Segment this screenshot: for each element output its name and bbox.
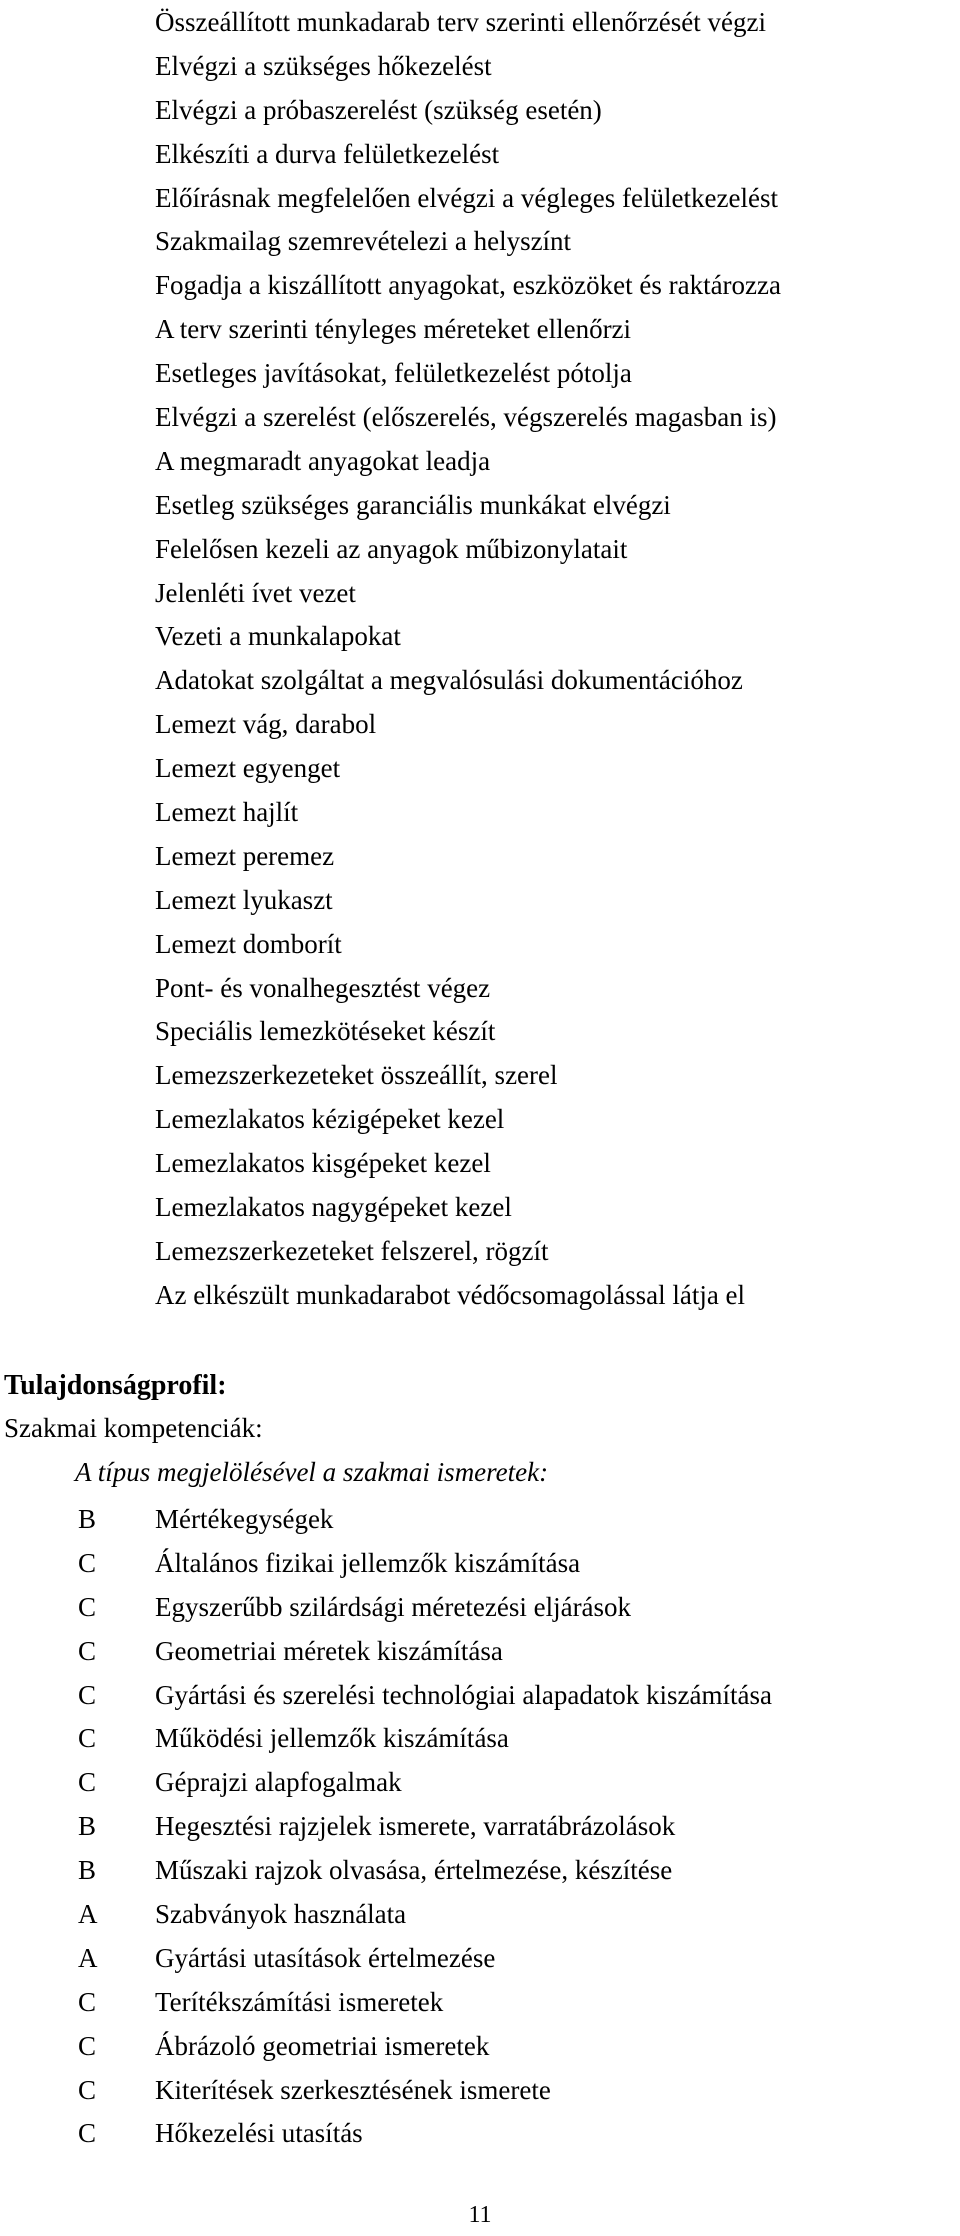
competency-text: Szabványok használata <box>155 1899 407 1930</box>
task-item: Elkészíti a durva felületkezelést <box>155 138 500 169</box>
task-item: Felelősen kezeli az anyagok műbizonylatait <box>155 533 628 564</box>
competency-level: C <box>78 2030 97 2061</box>
profile-title: Tulajdonságprofil: <box>4 1370 227 1401</box>
task-item: Elvégzi a szerelést (előszerelés, végszerelés magasban is) <box>155 402 777 433</box>
competency-level: C <box>78 2118 97 2149</box>
task-item: Lemezt vág, darabol <box>155 709 377 740</box>
competency-text: Hőkezelési utasítás <box>155 2118 363 2149</box>
competency-level: A <box>78 1942 98 1973</box>
competency-level: A <box>78 1899 98 1930</box>
task-item: Speciális lemezkötéseket készít <box>155 1016 496 1047</box>
task-item: Lemezt egyenget <box>155 753 341 784</box>
competency-row <box>0 1718 960 1762</box>
competency-text: Hegesztési rajzjelek ismerete, varratábrázolások <box>155 1811 676 1842</box>
task-item: Összeállított munkadarab terv szerinti ellenőrzését végzi <box>155 7 767 37</box>
competency-text: Geometriai méretek kiszámítása <box>155 1635 503 1666</box>
task-item: Elvégzi a próbaszerelést (szükség esetén) <box>155 94 602 125</box>
competency-row <box>0 1587 960 1631</box>
competency-row <box>0 2070 960 2114</box>
competency-level: C <box>78 1679 97 1710</box>
competency-text: Kiterítések szerkesztésének ismerete <box>155 2074 551 2105</box>
competency-text: Általános fizikai jellemzők kiszámítása <box>155 1547 581 1578</box>
profile-subtitle: Szakmai kompetenciák: <box>4 1413 263 1443</box>
property-profile-section <box>0 1367 960 2157</box>
competency-text: Mértékegységek <box>155 1504 334 1534</box>
competency-level: C <box>78 1635 97 1666</box>
profile-note: A típus megjelölésével a szakmai ismeretek: <box>75 1457 549 1487</box>
competency-text: Egyszerűbb szilárdsági méretezési eljárások <box>155 1591 632 1622</box>
task-item: Jelenléti ívet vezet <box>155 577 356 608</box>
competency-row <box>0 2113 960 2157</box>
competency-text: Ábrázoló geometriai ismeretek <box>155 2030 490 2061</box>
task-item: Lemezlakatos kisgépeket kezel <box>155 1148 491 1179</box>
competency-text: Működési jellemzők kiszámítása <box>155 1723 509 1754</box>
competency-level: C <box>78 1767 97 1798</box>
competency-row <box>0 1982 960 2026</box>
task-item: Lemezt hajlít <box>155 797 299 828</box>
competency-level: C <box>78 2074 97 2105</box>
task-item: Esetleg szükséges garanciális munkákat elvégzi <box>155 489 671 520</box>
task-item: Elvégzi a szükséges hőkezelést <box>155 50 492 81</box>
competency-row <box>0 1762 960 1806</box>
competency-text: Műszaki rajzok olvasása, értelmezése, készítése <box>155 1855 673 1886</box>
competency-text: Gyártási és szerelési technológiai alapadatok kiszámítása <box>155 1679 773 1710</box>
task-item: Fogadja a kiszállított anyagokat, eszközöket és raktározza <box>155 270 781 301</box>
competency-level: C <box>78 1591 97 1622</box>
competency-list <box>0 1499 960 2157</box>
competency-row <box>0 1938 960 1982</box>
task-item: Lemezlakatos nagygépeket kezel <box>155 1192 512 1223</box>
task-item: Előírásnak megfelelően elvégzi a végleges felületkezelést <box>155 182 778 213</box>
task-item: Vezeti a munkalapokat <box>155 621 401 652</box>
task-item: A terv szerinti tényleges méreteket ellenőrzi <box>155 314 632 345</box>
competency-level: B <box>78 1504 97 1534</box>
competency-level: C <box>78 1547 97 1578</box>
competency-text: Terítékszámítási ismeretek <box>155 1986 444 2017</box>
competency-text: Gyártási utasítások értelmezése <box>155 1942 496 1973</box>
competency-row <box>0 1631 960 1675</box>
competency-row <box>0 1543 960 1587</box>
competency-row <box>0 1806 960 1850</box>
competency-text: Géprajzi alapfogalmak <box>155 1767 402 1798</box>
task-item: Adatokat szolgáltat a megvalósulási dokumentációhoz <box>155 665 743 696</box>
task-item: A megmaradt anyagokat leadja <box>155 445 491 476</box>
task-item: Lemezt domborít <box>155 928 342 959</box>
task-item: Esetleges javításokat, felületkezelést pótolja <box>155 358 632 389</box>
task-item: Pont- és vonalhegesztést végez <box>155 972 491 1003</box>
task-item: Az elkészült munkadarabot védőcsomagolással látja el <box>155 1279 746 1310</box>
competency-row <box>0 2026 960 2070</box>
page-number: 11 <box>468 2202 492 2228</box>
task-item: Lemezlakatos kézigépeket kezel <box>155 1104 505 1135</box>
competency-row <box>0 1499 960 1543</box>
task-item: Szakmailag szemrevételezi a helyszínt <box>155 226 572 257</box>
competency-level: C <box>78 1986 97 2017</box>
competency-level: C <box>78 1723 97 1754</box>
task-item: Lemezszerkezeteket felszerel, rögzít <box>155 1235 549 1266</box>
task-item: Lemezszerkezeteket összeállít, szerel <box>155 1060 558 1091</box>
competency-row <box>0 1894 960 1938</box>
task-list <box>155 2 781 1319</box>
task-item: Lemezt peremez <box>155 840 335 871</box>
task-item: Lemezt lyukaszt <box>155 884 333 915</box>
competency-row <box>0 1850 960 1894</box>
competency-level: B <box>78 1855 97 1886</box>
competency-level: B <box>78 1811 97 1842</box>
competency-row <box>0 1675 960 1719</box>
